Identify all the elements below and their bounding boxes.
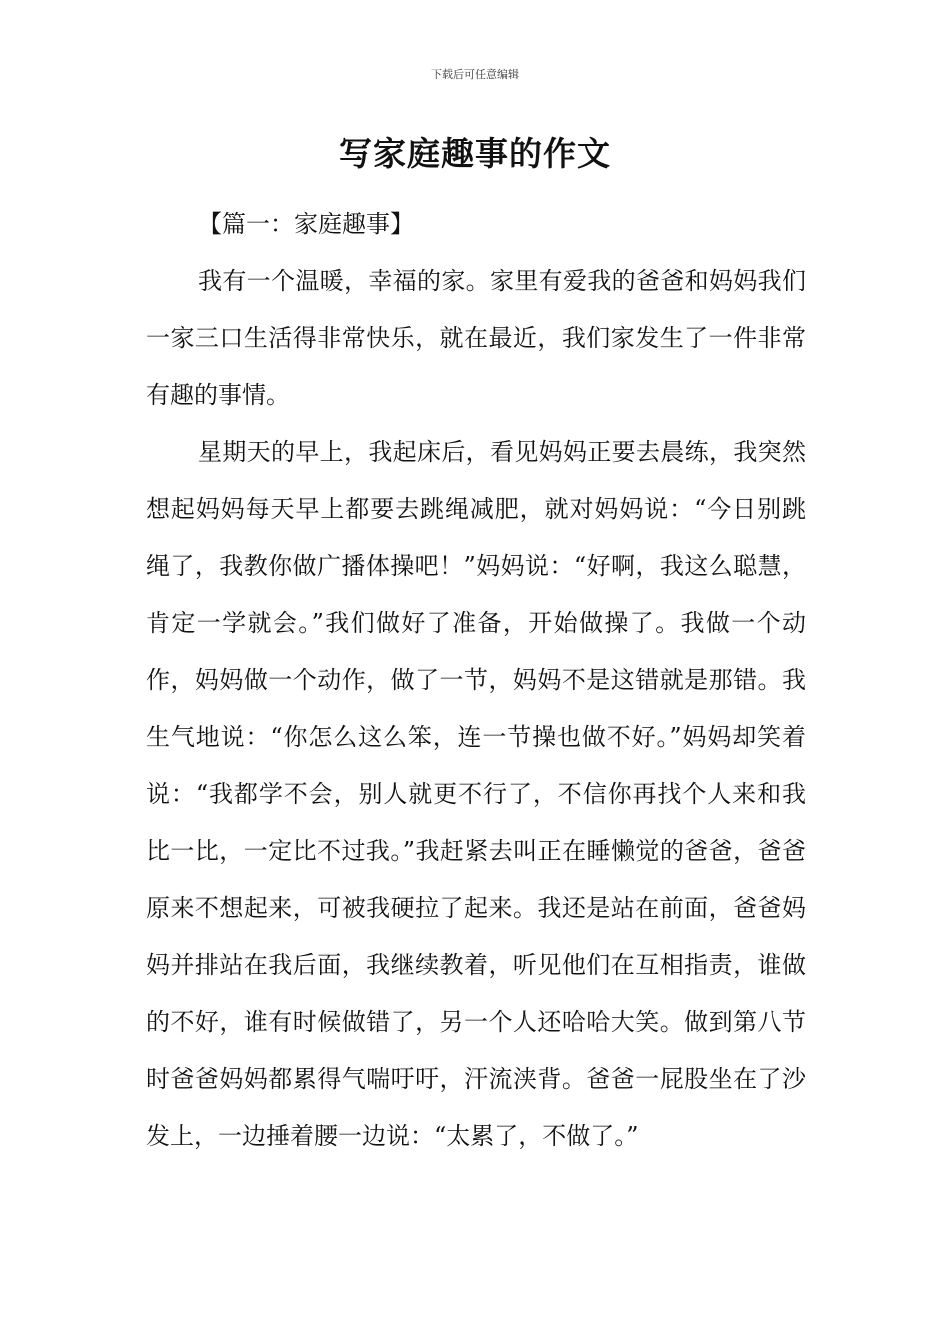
document-body bbox=[146, 196, 806, 1165]
header-note: 下载后可任意编辑 bbox=[431, 68, 519, 81]
paragraph-1: 我有一个温暖，幸福的家。家里有爱我的爸爸和妈妈我们一家三口生活得非常快乐，就在最近，我们家发生了一件非常有趣的事情。 bbox=[146, 267, 806, 409]
paragraph-2: 星期天的早上，我起床后，看见妈妈正要去晨练，我突然想起妈妈每天早上都要去跳绳减肥，就对妈妈说：“今日别跳绳了，我教你做广播体操吧！”妈妈说：“好啊，我这么聪慧，肯定一学就会。”我们做好了准备，开始做操了。我做一个动作，妈妈做一个动作，做了一节，妈妈不是这错就是那错。我生气地说：“你怎么这么笨，连一节操也做不好。”妈妈却笑着说：“我都学不会，别人就更不行了，不信你再找个人来和我比一比，一定比不过我。”我赶紧去叫正在睡懒觉的爸爸，爸爸原来不想起来，可被我硬拉了起来。我还是站在前面，爸爸妈妈并排站在我后面，我继续教着，听见他们在互相指责，谁做的不好，谁有时候做错了，另一个人还哈哈大笑。做到第八节时爸爸妈妈都累得气喘吁吁，汗流浃背。爸爸一屁股坐在了沙发上，一边捶着腰一边说：“太累了，不做了。” bbox=[146, 438, 806, 1150]
document-title: 写家庭趣事的作文 bbox=[339, 134, 611, 173]
section-heading: 【篇一：家庭趣事】 bbox=[198, 210, 414, 238]
